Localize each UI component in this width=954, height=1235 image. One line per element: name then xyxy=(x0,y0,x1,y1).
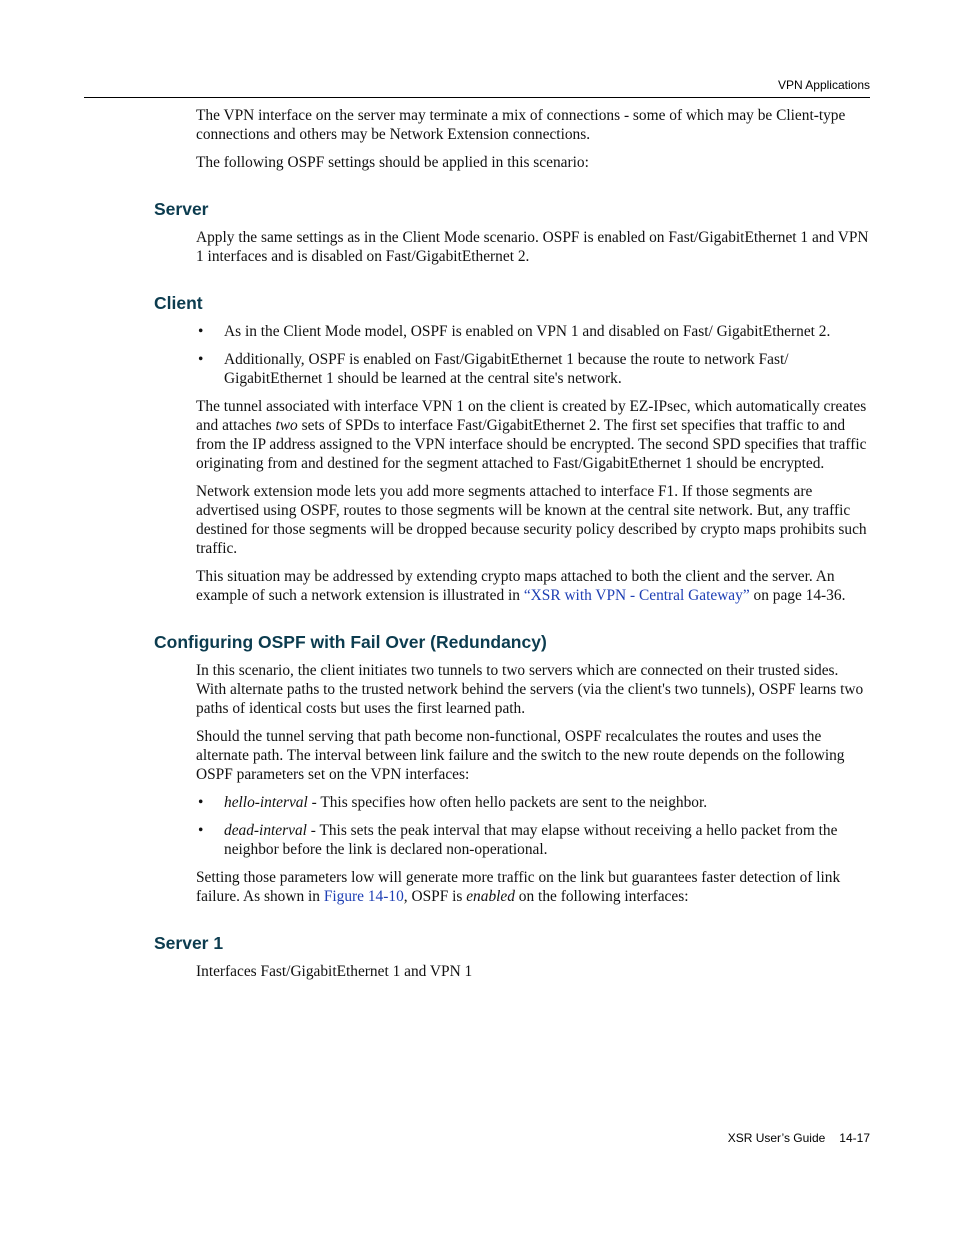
client-paragraph-2: Network extension mode lets you add more segments attached to interface F1. If those segments are advertised using OSPF, routes to those segments will be known at the central site network. But, any traffic destined for those segments will be dropped because security policy described by crypto maps prohibits such traffic. xyxy=(196,483,867,557)
guide-title: XSR User’s Guide xyxy=(727,1131,826,1145)
text-run: The tunnel associated with interface VPN 1 on the client is created by EZ-IPsec, which automatically creates and attaches xyxy=(196,398,867,434)
text-run: , OSPF is xyxy=(403,888,467,905)
failover-bullet-list xyxy=(196,793,870,859)
list-item xyxy=(196,350,870,388)
parameter-term: dead-interval xyxy=(224,822,307,839)
text-run: on the following interfaces: xyxy=(514,888,689,905)
text-run: Setting those parameters low will generate more traffic on the link but guarantees faster detection of link failure. As shown in xyxy=(196,869,841,905)
figure-link[interactable]: Figure 14-10 xyxy=(323,888,404,905)
client-heading: Client xyxy=(154,293,203,313)
failover-heading: Configuring OSPF with Fail Over (Redundancy) xyxy=(154,632,547,652)
failover-paragraph-1: In this scenario, the client initiates two tunnels to two servers which are connected on their trusted sides. With alternate paths to the trusted network behind the servers (via the client's two tunnels), OSPF learns two paths of identical costs but uses the first learned path. xyxy=(196,662,864,717)
list-item-text: As in the Client Mode model, OSPF is enabled on VPN 1 and disabled on Fast/ GigabitEthernet 2. xyxy=(224,323,831,340)
cross-reference-link[interactable]: “XSR with VPN - Central Gateway” xyxy=(523,587,750,604)
bullet-icon: • xyxy=(198,323,204,340)
bullet-icon: • xyxy=(198,794,204,811)
list-item xyxy=(196,793,870,812)
intro-paragraph-2: The following OSPF settings should be applied in this scenario: xyxy=(196,154,589,171)
bullet-icon: • xyxy=(198,822,204,839)
list-item xyxy=(196,821,870,859)
server-heading: Server xyxy=(154,199,209,219)
list-item-text: Additionally, OSPF is enabled on Fast/GigabitEthernet 1 because the route to network Fast/ GigabitEthernet 1 should be learned at the central site's network. xyxy=(224,351,789,387)
emphasis: enabled xyxy=(466,888,515,905)
list-item-text: - This specifies how often hello packets are sent to the neighbor. xyxy=(307,794,708,811)
client-bullet-list xyxy=(196,322,870,388)
server1-heading: Server 1 xyxy=(154,933,224,953)
server1-paragraph: Interfaces Fast/GigabitEthernet 1 and VPN 1 xyxy=(196,963,473,980)
page-footer xyxy=(728,1131,870,1145)
list-item-text: - This sets the peak interval that may elapse without receiving a hello packet from the neighbor before the link is declared non-operational. xyxy=(224,822,838,858)
parameter-term: hello-interval xyxy=(224,794,308,811)
page-body xyxy=(0,106,954,990)
header-rule xyxy=(84,97,870,98)
emphasis: two xyxy=(275,417,298,434)
text-run: This situation may be addressed by extending crypto maps attached to both the client and the server. An example of such a network extension is illustrated in xyxy=(196,568,835,604)
bullet-icon: • xyxy=(198,351,204,368)
list-item xyxy=(196,322,870,341)
text-run: on page 14-36. xyxy=(749,587,846,604)
failover-paragraph-2: Should the tunnel serving that path become non-functional, OSPF recalculates the routes and uses the alternate path. The interval between link failure and the switch to the new route depends on the following OSPF parameters set on the VPN interfaces: xyxy=(196,728,845,783)
text-run: sets of SPDs to interface Fast/GigabitEthernet 2. The first set specifies that traffic to and from the IP address assigned to the VPN interface should be encrypted. The second SPD specifies that traffic originating from and destined for the segment attached to Fast/GigabitEthernet 1 should be encrypted. xyxy=(196,417,867,472)
running-header: VPN Applications xyxy=(777,78,870,92)
intro-paragraph-1: The VPN interface on the server may terminate a mix of connections - some of which may be Client-type connections and others may be Network Extension connections. xyxy=(196,107,846,143)
failover-paragraph-3 xyxy=(196,868,870,906)
server-paragraph: Apply the same settings as in the Client Mode scenario. OSPF is enabled on Fast/GigabitEthernet 1 and VPN 1 interfaces and is disabled on Fast/GigabitEthernet 2. xyxy=(196,229,869,265)
client-paragraph-1 xyxy=(196,397,870,473)
client-paragraph-3 xyxy=(196,567,870,605)
page-number: 14-17 xyxy=(839,1131,870,1145)
